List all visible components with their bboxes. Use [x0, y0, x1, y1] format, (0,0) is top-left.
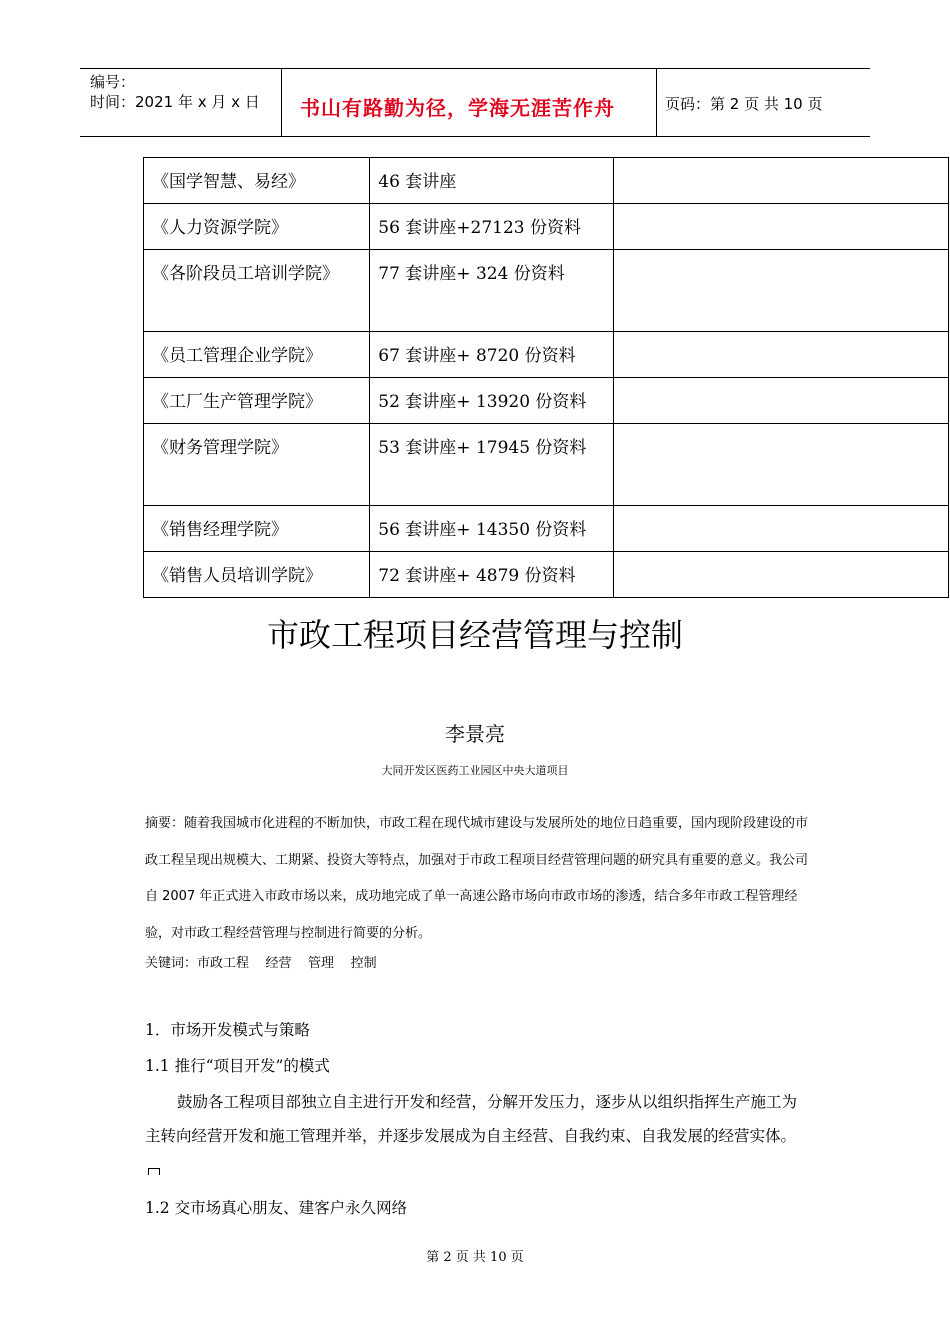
- table-cell-name: 《销售人员培训学院》: [144, 552, 370, 598]
- table-cell-content: 72 套讲座+ 4879 份资料: [370, 552, 613, 598]
- table-cell-name: 《财务管理学院》: [144, 424, 370, 506]
- table-cell-content: 53 套讲座+ 17945 份资料: [370, 424, 613, 506]
- table-cell-name: 《工厂生产管理学院》: [144, 378, 370, 424]
- table-cell-note: [613, 332, 948, 378]
- page-footer: 第 2 页 共 10 页: [426, 1250, 524, 1265]
- resource-table: [143, 157, 949, 598]
- article-title: 市政工程项目经营管理与控制: [266, 616, 683, 654]
- document-date: 时间：2021 年 x 月 x 日: [90, 93, 260, 111]
- edit-mark-icon: [148, 1168, 160, 1175]
- body-paragraph: [145, 1085, 810, 1187]
- table-cell-content: 56 套讲座+ 14350 份资料: [370, 506, 613, 552]
- article-affiliation: 大同开发区医药工业园区中央大道项目: [381, 764, 569, 777]
- table-row: [144, 250, 949, 332]
- table-row: [144, 158, 949, 204]
- header-page-number: 页码：第 2 页 共 10 页: [665, 95, 823, 113]
- article-author: 李景亮: [445, 722, 505, 746]
- table-cell-content: 67 套讲座+ 8720 份资料: [370, 332, 613, 378]
- table-row: [144, 204, 949, 250]
- table-row: [144, 506, 949, 552]
- header-motto: 书山有路勤为径，学海无涯苦作舟: [300, 96, 615, 120]
- header-divider: [281, 68, 282, 136]
- table-cell-note: [613, 378, 948, 424]
- header-meta: [90, 72, 260, 112]
- table-cell-note: [613, 250, 948, 332]
- header-divider: [656, 68, 657, 136]
- table-cell-note: [613, 158, 948, 204]
- document-number-label: 编号：: [90, 73, 136, 91]
- table-cell-name: 《各阶段员工培训学院》: [144, 250, 370, 332]
- subsection-heading: 1.2 交市场真心朋友、建客户永久网络: [145, 1199, 408, 1217]
- article-abstract: 摘要：随着我国城市化进程的不断加快，市政工程在现代城市建设与发展所处的地位日趋重要，国内现阶段建设的市政工程呈现出规模大、工期紧、投资大等特点，加强对于市政工程项目经营管理问题的研究具有重要的意义。我公司自 2007 年正式进入市政市场以来，成功地完成了单一高速公路市场向市政市场的渗透，结合多年市政工程管理经验，对市政工程经营管理与控制进行简要的分析。: [145, 816, 809, 941]
- table-cell-note: [613, 424, 948, 506]
- subsection-heading: 1.1 推行“项目开发”的模式: [145, 1057, 330, 1075]
- table-cell-content: 46 套讲座: [370, 158, 613, 204]
- table-cell-name: 《人力资源学院》: [144, 204, 370, 250]
- table-cell-note: [613, 552, 948, 598]
- table-row: [144, 378, 949, 424]
- table-cell-content: 56 套讲座+27123 份资料: [370, 204, 613, 250]
- header-bottom-rule: [80, 136, 870, 137]
- header-top-rule: [80, 68, 870, 69]
- table-row: [144, 424, 949, 506]
- body-paragraph-text: 鼓励各工程项目部独立自主进行开发和经营，分解开发压力，逐步从以组织指挥生产施工为主转向经营开发和施工管理并举，并逐步发展成为自主经营、自我约束、自我发展的经营实体。: [145, 1093, 798, 1145]
- table-cell-note: [613, 506, 948, 552]
- article-keywords: 关键词：市政工程 经营 管理 控制: [145, 956, 377, 971]
- table-cell-name: 《国学智慧、易经》: [144, 158, 370, 204]
- table-cell-name: 《员工管理企业学院》: [144, 332, 370, 378]
- table-cell-content: 77 套讲座+ 324 份资料: [370, 250, 613, 332]
- table-cell-content: 52 套讲座+ 13920 份资料: [370, 378, 613, 424]
- table-row: [144, 552, 949, 598]
- table-cell-note: [613, 204, 948, 250]
- section-heading: 1．市场开发模式与策略: [145, 1021, 310, 1039]
- table-row: [144, 332, 949, 378]
- table-cell-name: 《销售经理学院》: [144, 506, 370, 552]
